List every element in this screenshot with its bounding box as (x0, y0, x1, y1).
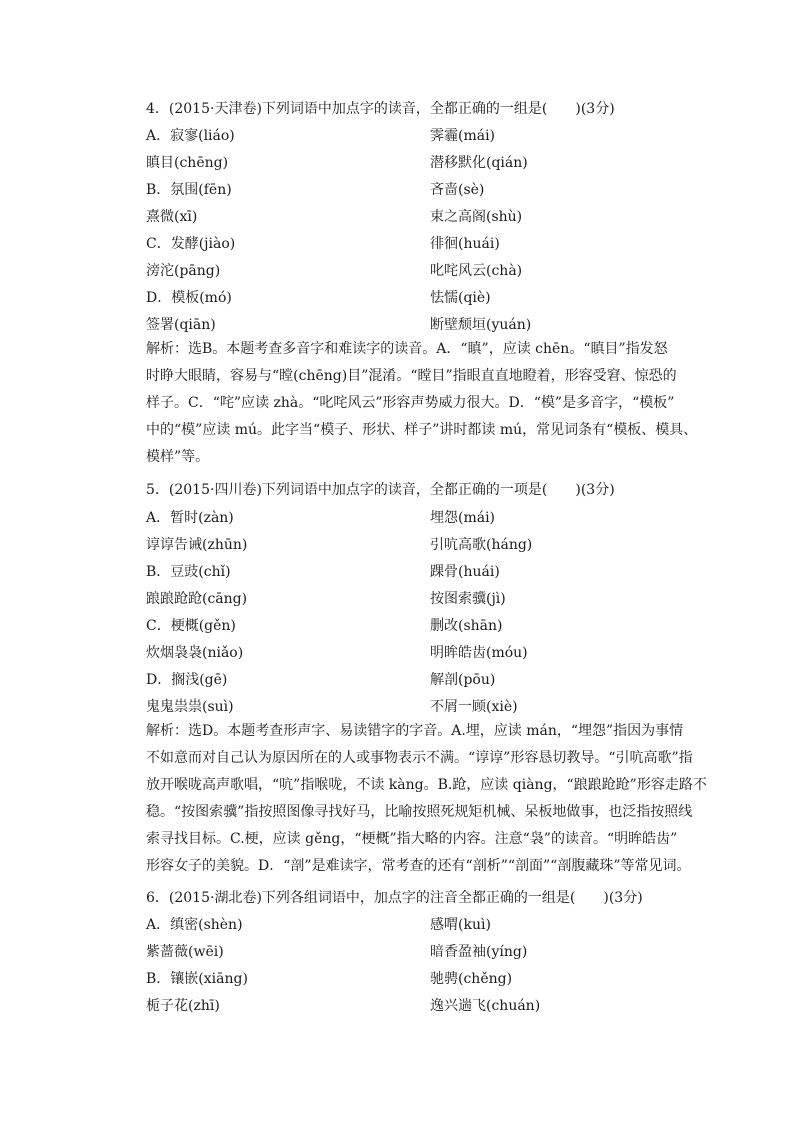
q5-option-c-4: 明眸皓齿(móu) (430, 645, 528, 661)
q4-option-a-1: A．寂寥(liáo) (146, 128, 235, 144)
q5-option-c-2: 删改(shān) (430, 618, 503, 634)
q6-option-a-3: 紫蔷薇(wēi) (146, 944, 224, 960)
q4-option-c-4: 叱咤风云(chà) (430, 263, 523, 279)
q5-option-d-1: D．搁浅(gē) (146, 672, 228, 688)
q5-option-a-3: 谆谆告诫(zhūn) (146, 537, 248, 553)
q4-option-b-1: B．氛围(fēn) (146, 182, 232, 198)
q4-option-b-2: 吝啬(sè) (430, 182, 485, 198)
q6-option-b-3: 栀子花(zhī) (146, 998, 220, 1014)
q4-option-c-2: 徘徊(huái) (430, 236, 500, 252)
q4-option-b-3: 熹微(xī) (146, 209, 198, 225)
question-5-stem: 5．(2015·四川卷)下列词语中加点字的读音，全都正确的一项是( )(3分) (146, 482, 615, 498)
q5-option-a-4: 引吭高歌(háng) (430, 537, 533, 553)
q4-option-d-2: 怯懦(qiè) (430, 290, 491, 306)
analysis-line: 稳。“按图索骥”指按照图像寻找好马，比喻按照死规矩机械、呆板地做事，也泛指按照线 (146, 804, 693, 820)
q5-option-d-4: 不屑一顾(xiè) (430, 699, 518, 715)
analysis-line: 不如意而对自己认为原因所在的人或事物表示不满。“谆谆”形容恳切教导。“引吭高歌”指 (146, 750, 693, 766)
q5-option-d-3: 鬼鬼祟祟(suì) (146, 699, 234, 715)
q4-option-c-1: C．发酵(jiào) (146, 236, 236, 252)
analysis-line: 样子。C．“咤”应读 zhà。“叱咤风云”形容声势威力很大。D．“模”是多音字，“模板” (146, 395, 675, 411)
q6-option-a-2: 感喟(kuì) (430, 917, 491, 933)
analysis-line: 时睁大眼睛，容易与“瞠(chēng)目”混淆。“瞠目”指眼直直地瞪着，形容受窘、惊恐的 (146, 368, 677, 384)
q4-option-a-4: 潜移默化(qián) (430, 155, 528, 171)
q5-option-b-2: 踝骨(huái) (430, 564, 500, 580)
q4-option-d-4: 断壁颓垣(yuán) (430, 317, 532, 333)
q4-option-b-4: 束之高阁(shù) (430, 209, 523, 225)
analysis-line: 模样”等。 (146, 449, 210, 465)
q5-option-a-2: 埋怨(mái) (430, 510, 496, 526)
q6-option-a-4: 暗香盈袖(yíng) (430, 944, 528, 960)
q5-option-d-2: 解剖(pōu) (430, 672, 496, 688)
q5-option-b-4: 按图索骥(jì) (430, 591, 506, 607)
analysis-line: 解析：选B。本题考查多音字和难读字的读音。A．“瞋”，应读 chēn。“瞋目”指发怒 (146, 341, 668, 357)
q5-option-c-3: 炊烟袅袅(niǎo) (146, 645, 244, 661)
question-4-analysis (146, 336, 698, 471)
q4-option-c-3: 滂沱(pāng) (146, 263, 221, 279)
q4-option-d-1: D．模板(mó) (146, 290, 232, 306)
question-4-stem: 4．(2015·天津卷)下列词语中加点字的读音，全都正确的一组是( )(3分) (146, 101, 615, 117)
analysis-line: 形容女子的美貌。D．“剖”是难读字，常考查的还有“剖析”“剖面”“剖腹藏珠”等常见词。 (146, 858, 691, 874)
analysis-line: 解析：选D。本题考查形声字、易读错字的字音。A.埋，应读 mán，“埋怨”指因为事情 (146, 723, 684, 739)
q5-option-b-1: B．豆豉(chǐ) (146, 564, 231, 580)
q4-option-a-2: 霁霾(mái) (430, 128, 496, 144)
q4-option-d-3: 签署(qiān) (146, 317, 216, 333)
q6-option-b-4: 逸兴遄飞(chuán) (430, 998, 541, 1014)
q5-option-b-3: 踉踉跄跄(cāng) (146, 591, 248, 607)
question-5-analysis (146, 718, 707, 880)
q4-option-a-3: 瞋目(chēng) (146, 155, 229, 171)
q5-option-c-1: C．梗概(gěn) (146, 618, 236, 634)
question-6-stem: 6．(2015·湖北卷)下列各组词语中，加点字的注音全都正确的一组是( )(3分) (146, 890, 643, 906)
q6-option-a-1: A．缜密(shèn) (146, 917, 243, 933)
q5-option-a-1: A．暂时(zàn) (146, 510, 234, 526)
q6-option-b-1: B．镶嵌(xiāng) (146, 971, 248, 987)
analysis-line: 中的“模”应读 mú。此字当“模子、形状、样子”讲时都读 mú，常见词条有“模板、模具、 (146, 422, 698, 438)
q6-option-b-2: 驰骋(chěng) (430, 971, 513, 987)
analysis-line: 索寻找目标。C.梗，应读 gěng，“梗概”指大略的内容。注意“袅”的读音。“明眸皓齿” (146, 831, 678, 847)
analysis-line: 放开喉咙高声歌唱，“吭”指喉咙，不读 kàng。B.跄，应读 qiàng，“踉踉跄跄”形容走路不 (146, 777, 707, 793)
